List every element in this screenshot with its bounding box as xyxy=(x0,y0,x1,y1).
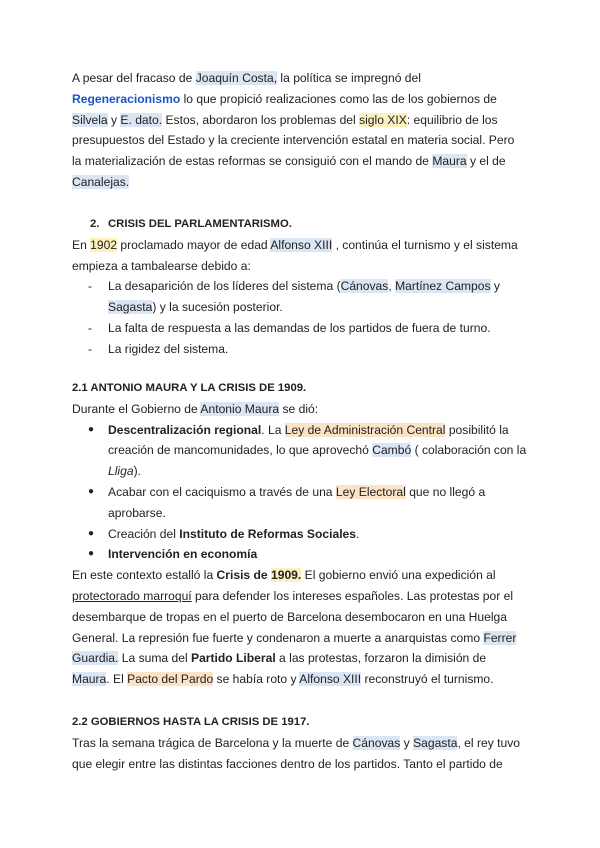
text: presupuestos del Estado y la creciente intervención estatal en materia social. Pero xyxy=(72,133,515,148)
intro-line-2 xyxy=(72,89,532,110)
lliga-italic: Lliga xyxy=(108,464,134,479)
text: la materialización de estas reformas se consiguió con el mando de xyxy=(72,154,433,169)
highlight-antonio-maura: Antonio Maura xyxy=(200,401,280,416)
highlight-guardia: Guardia. xyxy=(72,651,119,666)
underlined-protectorado: protectorado marroquí xyxy=(72,588,192,603)
text: Acabar con el caciquismo a través de una xyxy=(108,484,336,499)
text: empieza a tambalearse debido a: xyxy=(72,258,251,273)
text: lo que propició realizaciones como las de los gobiernos de xyxy=(180,91,497,106)
highlight-silvela: Silvela xyxy=(72,112,108,127)
dash-marker: - xyxy=(88,320,93,335)
text: aprobarse. xyxy=(108,505,166,520)
highlight-ley-electoral: Ley Electoral xyxy=(335,484,406,499)
text: Tras la semana trágica de Barcelona y la muerte de xyxy=(72,735,353,750)
bullet-marker: ● xyxy=(88,548,95,560)
highlight-1909: 1909. xyxy=(271,568,302,583)
section-2-line-2 xyxy=(72,256,532,277)
bullet-marker: ● xyxy=(88,423,95,435)
text: desembarque de tropas en el puerto de Barcelona desembocaron en una Huelga xyxy=(72,609,508,624)
text: El gobierno envió una expedición al xyxy=(301,568,496,583)
highlight-1902: 1902 xyxy=(90,237,118,252)
highlight-canovas: Cánovas xyxy=(352,735,401,750)
text: A pesar del fracaso de xyxy=(72,71,196,85)
highlight-sagasta: Sagasta xyxy=(413,735,458,750)
text: ) y la sucesión posterior. xyxy=(152,300,283,315)
text: En xyxy=(72,237,91,252)
list-item xyxy=(72,482,534,524)
intro-line-3 xyxy=(72,110,532,131)
section-2-line-1 xyxy=(72,235,532,256)
text: que no llegó a xyxy=(405,484,486,499)
text: ). xyxy=(133,464,141,479)
dash-marker: - xyxy=(88,341,93,356)
text: para defender los intereses españoles. Las protestas por el xyxy=(191,588,514,603)
highlight-maura: Maura xyxy=(72,672,107,687)
text: la política se impregnó del xyxy=(277,71,421,85)
section-2-1-line-1 xyxy=(72,399,534,420)
heading-number: 2. xyxy=(90,218,100,230)
text: se dió: xyxy=(279,401,319,416)
text: Creación del xyxy=(108,526,180,541)
highlight-alfonso: Alfonso XIII xyxy=(299,672,362,687)
crisis-line-3 xyxy=(72,607,534,628)
highlight-siglo-xix: siglo XIX xyxy=(359,112,407,127)
text: . El xyxy=(106,672,128,687)
section-2-2 xyxy=(72,712,534,774)
text: y xyxy=(107,112,121,127)
section-2-1-bullets xyxy=(72,420,534,566)
bold-text: Descentralización regional xyxy=(108,422,262,437)
heading-text: CRISIS DEL PARLAMENTARISMO. xyxy=(108,218,292,230)
crisis-line-6 xyxy=(72,669,534,690)
text: , xyxy=(388,279,396,294)
text: ( colaboración con la xyxy=(411,443,527,458)
bullet-marker: ● xyxy=(88,527,95,539)
text: , continúa el turnismo y el sistema xyxy=(332,237,518,252)
list-item xyxy=(72,420,534,482)
text: se había roto y xyxy=(213,672,300,687)
section-2-2-heading: 2.2 GOBIERNOS HASTA LA CRISIS DE 1917. xyxy=(72,716,310,728)
text: que elegir entre las distintas facciones dentro de los partidos. Tanto el partido de xyxy=(72,756,503,771)
text: y xyxy=(400,735,414,750)
crisis-line-5 xyxy=(72,648,534,669)
highlight-ley-administracion: Ley de Administración Central xyxy=(284,422,446,437)
crisis-line-2 xyxy=(72,586,534,607)
list-item xyxy=(72,524,534,545)
text: La desaparición de los líderes del sistema ( xyxy=(108,279,341,294)
text: : equilibrio de los xyxy=(406,112,498,127)
bullet-marker: ● xyxy=(88,485,95,497)
bold-text: Instituto de Reformas Sociales xyxy=(179,526,357,541)
section-2 xyxy=(72,214,532,360)
highlight-ferrer: Ferrer xyxy=(483,630,517,645)
section-2-2-line-1 xyxy=(72,733,534,754)
highlight-canovas: Cánovas xyxy=(340,279,389,294)
intro-line-1 xyxy=(72,68,532,89)
list-item xyxy=(72,318,532,339)
text: reconstruyó el turnismo. xyxy=(361,672,494,687)
intro-paragraph xyxy=(72,68,532,193)
text: . La xyxy=(261,422,285,437)
text: a las protestas, forzaron la dimisión de xyxy=(275,651,487,666)
highlight-alfonso: Alfonso XIII xyxy=(270,237,333,252)
text: posibilitó la xyxy=(445,422,509,437)
text: Durante el Gobierno de xyxy=(72,401,201,416)
text: General. La represión fue fuerte y condenaron a muerte a anarquistas como xyxy=(72,630,484,645)
bold-text: Crisis de xyxy=(216,568,271,583)
crisis-line-1 xyxy=(72,565,534,586)
text: Estos, abordaron los problemas del xyxy=(162,112,360,127)
text: , el rey tuvo xyxy=(457,735,520,750)
section-2-1 xyxy=(72,378,534,690)
text: creación de mancomunidades, lo que aprovechó xyxy=(108,443,373,458)
highlight-canalejas: Canalejas. xyxy=(72,174,130,189)
highlight-dato: E. dato. xyxy=(120,112,163,127)
bold-text: Intervención en economía xyxy=(108,547,258,562)
crisis-line-4 xyxy=(72,628,534,649)
list-item xyxy=(72,276,532,318)
section-2-list xyxy=(72,276,532,359)
section-2-2-line-2 xyxy=(72,754,534,775)
intro-line-5 xyxy=(72,151,532,172)
highlight-martinez-campos: Martínez Campos xyxy=(395,279,491,294)
text: proclamado mayor de edad xyxy=(117,237,271,252)
text: En este contexto estalló la xyxy=(72,568,217,583)
text: La falta de respuesta a las demandas de los partidos de fuera de turno. xyxy=(108,320,491,335)
list-item xyxy=(72,544,534,565)
text: y xyxy=(490,279,500,294)
text: y el de xyxy=(466,154,506,169)
intro-line-4 xyxy=(72,130,532,151)
highlight-cambo: Cambó xyxy=(372,443,412,458)
highlight-pacto-pardo: Pacto del Pardo xyxy=(127,672,214,687)
highlight-maura: Maura xyxy=(432,154,467,169)
text: . xyxy=(356,526,360,541)
text: La rigidez del sistema. xyxy=(108,341,229,356)
highlight-costa: Joaquín Costa, xyxy=(195,71,278,85)
section-2-1-heading: 2.1 ANTONIO MAURA Y LA CRISIS DE 1909. xyxy=(72,382,307,394)
intro-line-6 xyxy=(72,172,532,193)
list-item xyxy=(72,339,532,360)
bold-text: Partido Liberal xyxy=(191,651,276,666)
highlight-sagasta: Sagasta xyxy=(108,300,153,315)
section-2-heading xyxy=(72,214,532,235)
text: La suma del xyxy=(118,651,191,666)
dash-marker: - xyxy=(88,279,93,294)
regeneracionismo-term: Regeneracionismo xyxy=(72,91,181,106)
